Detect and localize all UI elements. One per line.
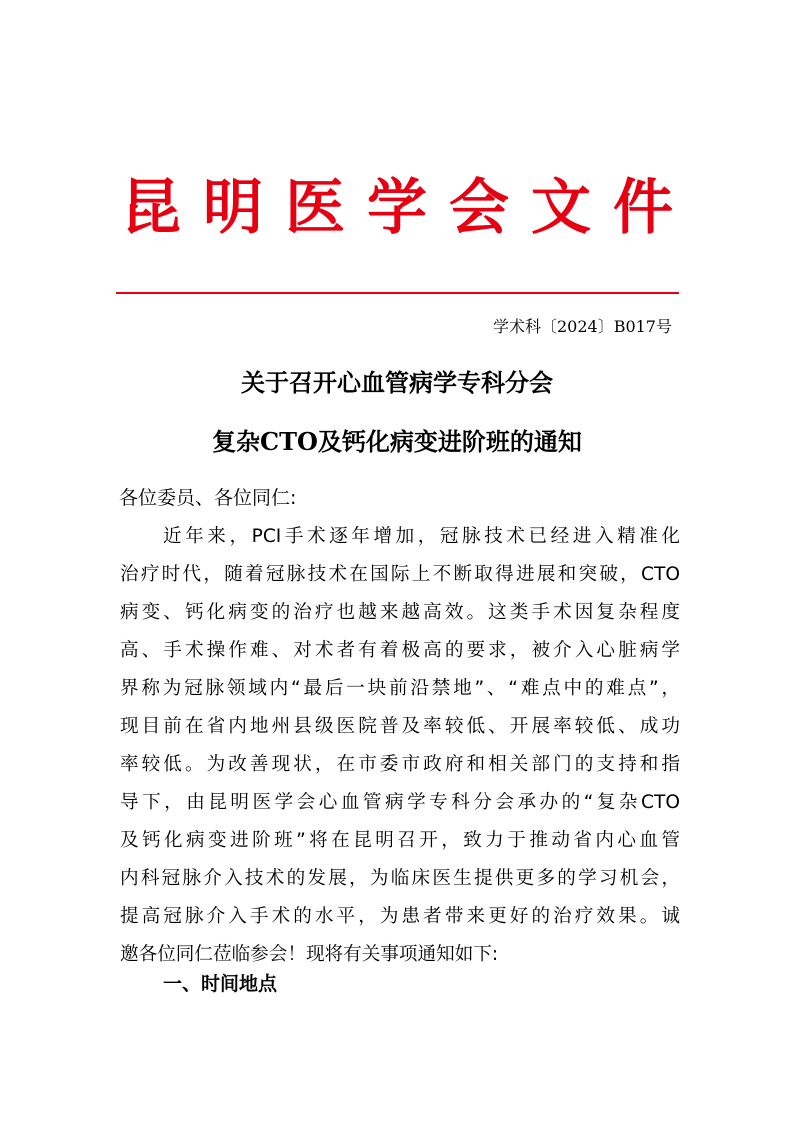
letterhead-title: 昆明医学会文件: [121, 173, 695, 243]
body-paragraph-line: 邀各位同仁莅临参会！现将有关事项通知如下:: [120, 944, 499, 965]
body-paragraph-line: 导下，由昆明医学会心血管病学专科分会承办的“复杂CTO: [120, 792, 680, 813]
body-paragraph-line: 率较低。为改善现状，在市委市政府和相关部门的支持和指: [120, 754, 680, 775]
body-paragraph-line: 现目前在省内地州县级医院普及率较低、开展率较低、成功: [120, 716, 680, 737]
body-paragraph-line: 及钙化病变进阶班”将在昆明召开，致力于推动省内心血管: [120, 830, 680, 851]
section-heading: 一、时间地点: [163, 973, 278, 995]
body-paragraph-line: 内科冠脉介入技术的发展，为临床医生提供更多的学习机会，: [120, 868, 680, 889]
notice-title-line-2: 复杂CTO及钙化病变进阶班的通知: [212, 427, 582, 456]
body-paragraph-line: 高、手术操作难、对术者有着极高的要求，被介入心脏病学: [120, 640, 680, 661]
body-paragraph-line: 界称为冠脉领域内“最后一块前沿禁地”、“难点中的难点”，: [120, 678, 680, 699]
body-paragraph-line: 治疗时代，随着冠脉技术在国际上不断取得进展和突破，CTO: [120, 564, 680, 585]
body-paragraph-line: 提高冠脉介入手术的水平，为患者带来更好的治疗效果。诚: [120, 906, 680, 927]
body-paragraph-line: 近年来，PCI手术逐年增加，冠脉技术已经进入精准化: [163, 526, 680, 547]
body-paragraph-line: 病变、钙化病变的治疗也越来越高效。这类手术因复杂程度: [120, 602, 680, 623]
document-number: 学术科〔2024〕B017号: [492, 317, 672, 336]
notice-title-line-1: 关于召开心血管病学专科分会: [241, 368, 553, 397]
salutation: 各位委员、各位同仁:: [119, 487, 297, 509]
letterhead-divider: [116, 292, 679, 294]
